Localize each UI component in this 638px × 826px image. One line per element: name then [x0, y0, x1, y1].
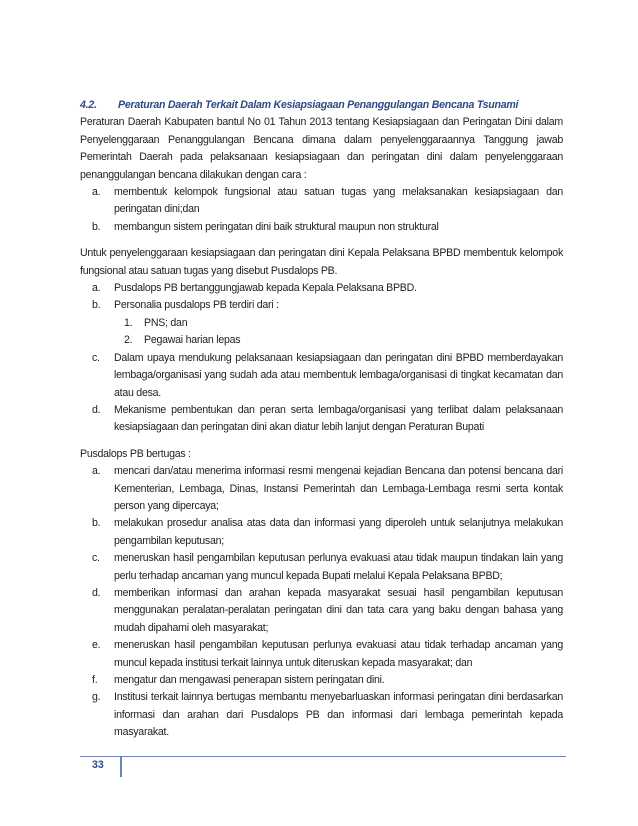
section-title: Peraturan Daerah Terkait Dalam Kesiapsiagaan Penanggulangan Bencana Tsunami: [118, 99, 519, 111]
list-text: memberikan informasi dan arahan kepada masyarakat sesuai hasil pengambilan keputusan menggunakan peralatan-peralatan peringatan dini dan tata cara yang baku dengan bahasa yang mudah dipahami oleh masyarakat;: [114, 586, 563, 634]
list-item: [92, 672, 563, 689]
list-item: [92, 637, 563, 672]
list-pusdalops: [92, 280, 563, 315]
list-item: [92, 515, 563, 550]
sublist-item: [124, 315, 563, 332]
list-marker: a.: [92, 465, 101, 478]
list-item: [92, 297, 563, 314]
list-item: [92, 219, 563, 236]
list-text: membangun sistem peringatan dini baik struktural maupun non struktural: [114, 220, 439, 233]
list-text: Pusdalops PB bertanggungjawab kepada Kepala Pelaksana BPBD.: [114, 282, 417, 295]
sublist-personalia: [124, 315, 563, 350]
list-marker: 1.: [124, 316, 133, 329]
list-marker: a.: [92, 282, 101, 295]
list-marker: d.: [92, 586, 101, 599]
list-text: Pegawai harian lepas: [144, 334, 241, 347]
list-text: PNS; dan: [144, 316, 188, 329]
list-marker: b.: [92, 517, 101, 530]
page-number: 33: [92, 759, 104, 771]
list-text: melakukan prosedur analisa atas data dan informasi yang diperoleh untuk selanjutnya melakukan pengambilan keputusan;: [114, 517, 563, 547]
list-item: [92, 463, 563, 515]
list-perda: [92, 184, 563, 236]
section-heading: [80, 97, 563, 114]
list-marker: b.: [92, 220, 101, 233]
list-marker: e.: [92, 639, 101, 652]
list-text: meneruskan hasil pengambilan keputusan perlunya evakuasi atau tidak terhadap ancaman yang muncul kepada institusi terkait lainnya untuk diteruskan kepada masyarakat; dan: [114, 639, 563, 669]
footer-divider: [80, 756, 566, 757]
footer-vertical-bar: [120, 757, 122, 777]
list-marker: 2.: [124, 334, 133, 347]
list-text: mengatur dan mengawasi penerapan sistem peringatan dini.: [114, 674, 385, 686]
list-marker: a.: [92, 186, 101, 199]
list-text: Mekanisme pembentukan dan peran serta lembaga/organisasi yang terlibat dalam pelaksanaan kesiapsiagaan dan peringatan dini akan diatur lebih lanjut dengan Peraturan Bupati: [114, 403, 563, 434]
list-item: [92, 402, 563, 437]
document-body: [80, 97, 563, 742]
list-marker: c.: [92, 552, 100, 565]
list-text: Dalam upaya mendukung pelaksanaan kesiapsiagaan dan peringatan dini BPBD memberdayakan lembaga/organisasi yang sudah ada atau membentuk lembaga/organisasi di tingkat kecamatan dan atau desa.: [114, 351, 563, 399]
paragraph-pusdalops: Untuk penyelenggaraan kesiapsiagaan dan peringatan dini Kepala Pelaksana BPBD membentuk kelompok fungsional atau satuan tugas yang disebut Pusdalops PB.: [80, 247, 563, 277]
section-number: 4.2.: [80, 99, 97, 111]
list-marker: f.: [92, 674, 98, 686]
list-item: [92, 350, 563, 402]
sublist-item: [124, 332, 563, 349]
list-text: meneruskan hasil pengambilan keputusan perlunya evakuasi atau tidak maupun tindakan lain yang perlu terhadap ancaman yang muncul kepada Bupati melalui Kepala Pelaksana BPBD;: [114, 552, 563, 582]
list-tugas: [92, 463, 563, 742]
list-text: mencari dan/atau menerima informasi resmi mengenai kejadian Bencana dan potensi bencana dari Kementerian, Lembaga, Dinas, Instansi Pemerintah dan Lembaga-Lembaga resmi serta kontak person yang dipercaya;: [114, 465, 563, 512]
list-marker: g.: [92, 691, 101, 704]
list-item: [92, 550, 563, 585]
list-text: Personalia pusdalops PB terdiri dari :: [114, 299, 279, 312]
list-item: [92, 585, 563, 637]
paragraph-perda: Peraturan Daerah Kabupaten bantul No 01 Tahun 2013 tentang Kesiapsiagaan dan Peringatan Dini dalam Penyelenggaraan Penanggulangan Bencana dimana dalam penyelenggaraannya Tanggung jawab Pemerintah Daerah pada pelaksanaan kesiapsiagaan dan peringatan dini dalam penyelenggaraan penanggulangan bencana dilakukan dengan cara :: [80, 116, 563, 181]
list-marker: d.: [92, 403, 101, 416]
list-text: membentuk kelompok fungsional atau satuan tugas yang melaksanakan kesiapsiagaan dan peringatan dini;dan: [114, 186, 563, 216]
list-text: Institusi terkait lainnya bertugas membantu menyebarluaskan informasi peringatan dini berdasarkan informasi dan arahan dari Pusdalops PB dan informasi dari lembaga pemerintah kepada masyarakat.: [114, 691, 563, 739]
list-item: [92, 689, 563, 741]
paragraph-tugas: Pusdalops PB bertugas :: [80, 447, 191, 460]
list-marker: c.: [92, 351, 100, 364]
list-marker: b.: [92, 299, 101, 312]
list-pusdalops-cont: [92, 350, 563, 437]
list-item: [92, 184, 563, 219]
list-item: [92, 280, 563, 297]
